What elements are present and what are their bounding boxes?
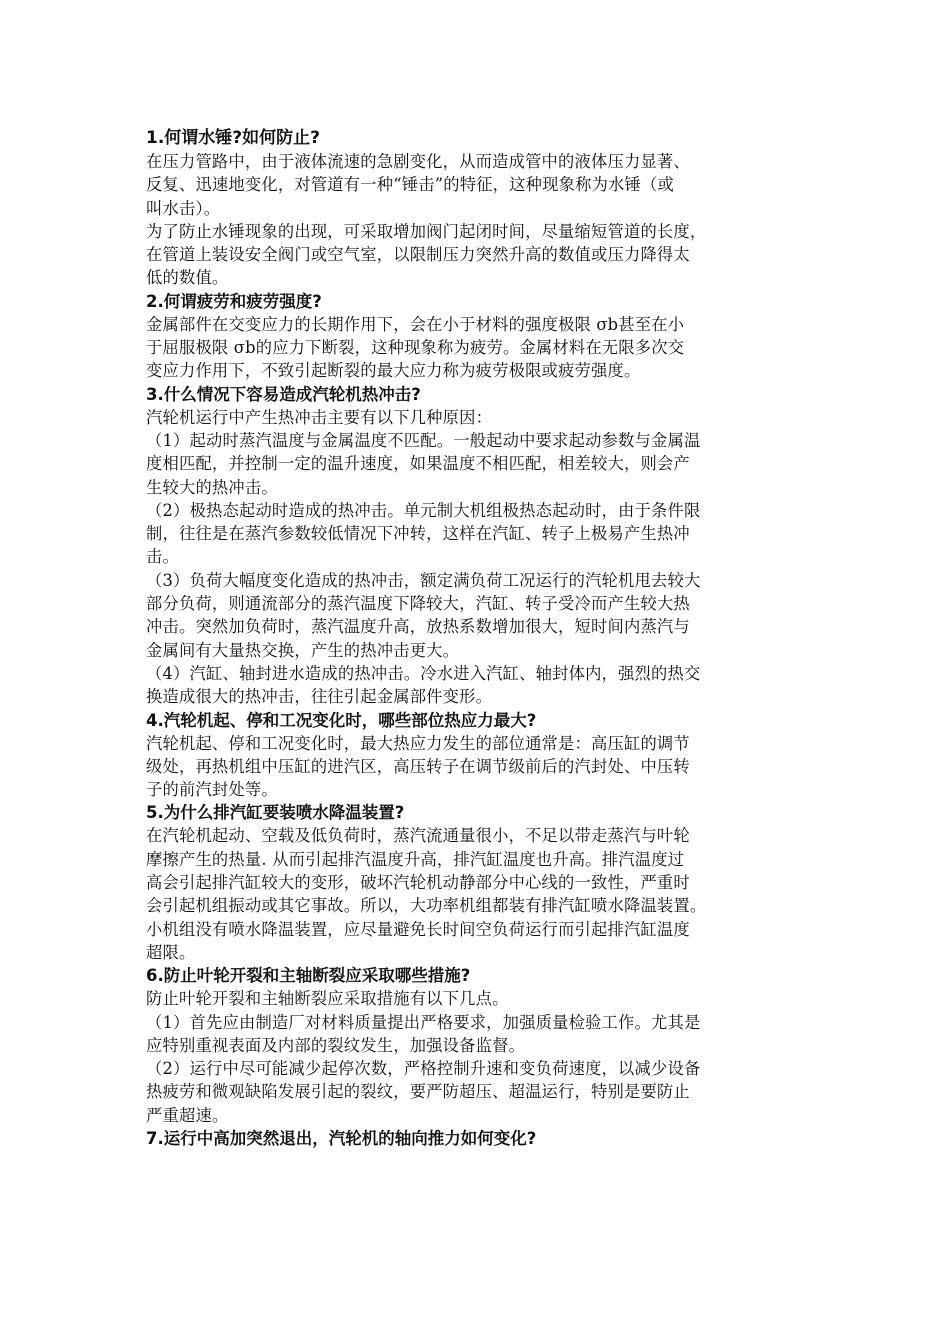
text-line: 超限。 — [146, 942, 196, 962]
text-line: 变应力作用下，不致引起断裂的最大应力称为疲劳极限或疲劳强度。 — [146, 361, 641, 381]
text-line: 换造成很大的热冲击，往往引起金属部件变形。 — [146, 687, 493, 707]
text-line: 子的前汽封处等。 — [146, 780, 278, 800]
text-line: 部分负荷，则通流部分的蒸汽温度下降较大，汽缸、转子受冷而产生较大热 — [146, 594, 690, 614]
section-title: 2.何谓疲劳和疲劳强度? — [146, 291, 322, 311]
text-line: 反复、迅速地变化，对管道有一种“锤击”的特征，这种现象称为水锤（或 — [146, 175, 674, 195]
text-line: 汽轮机起、停和工况变化时，最大热应力发生的部位通常是：高压缸的调节 — [146, 733, 690, 753]
text-line: （1）首先应由制造厂对材料质量提出严格要求，加强质量检验工作。尤其是 — [146, 1012, 701, 1032]
text-line: 高会引起排汽缸较大的变形，破坏汽轮机动静部分中心线的一致性，严重时 — [146, 873, 690, 893]
text-line: （1）起动时蒸汽温度与金属温度不匹配。一般起动中要求起动参数与金属温 — [146, 430, 701, 450]
text-line: 度相匹配，并控制一定的温升速度，如果温度不相匹配，相差较大，则会产 — [146, 454, 690, 474]
text-line: 会引起机组振动或其它事故。所以，大功率机组都装有排汽缸喷水降温装置。 — [146, 896, 707, 916]
section-title: 7.运行中高加突然退出，汽轮机的轴向推力如何变化? — [146, 1128, 537, 1148]
text-line: 金属部件在交变应力的长期作用下，会在小于材料的强度极限 σb甚至在小 — [146, 314, 685, 334]
text-line: 热疲劳和微观缺陷发展引起的裂纹，要严防超压、超温运行，特别是要防止 — [146, 1082, 690, 1102]
text-line: 在管道上装设安全阀门或空气室，以限制压力突然升高的数值或压力降得太 — [146, 245, 690, 265]
text-line: （3）负荷大幅度变化造成的热冲击，额定满负荷工况运行的汽轮机甩去较大 — [146, 570, 701, 590]
text-line: 为了防止水锤现象的出现，可采取增加阀门起闭时间，尽量缩短管道的长度， — [146, 221, 707, 241]
text-line: 应特别重视表面及内部的裂纹发生，加强设备监督。 — [146, 1035, 526, 1055]
paragraph — [146, 569, 806, 662]
text-line: （2）极热态起动时造成的热冲击。单元制大机组极热态起动时，由于条件限 — [146, 500, 701, 520]
section-title: 5.为什么排汽缸要装喷水降温装置? — [146, 803, 405, 823]
paragraph — [146, 406, 806, 429]
text-line: 低的数值。 — [146, 268, 229, 288]
paragraph — [146, 150, 806, 220]
text-line: 制，往往是在蒸汽参数较低情况下冲转，这样在汽缸、转子上极易产生热冲 — [146, 524, 690, 544]
text-line: 击。 — [146, 547, 179, 567]
text-line: 于屈服极限 σb的应力下断裂，这种现象称为疲劳。金属材料在无限多次交 — [146, 338, 685, 358]
paragraph — [146, 1057, 806, 1127]
text-line: 级处，再热机组中压缸的进汽区，高压转子在调节级前后的汽封处、中压转 — [146, 756, 690, 776]
text-line: 严重超速。 — [146, 1105, 229, 1125]
text-line: 在压力管路中，由于液体流速的急剧变化，从而造成管中的液体压力显著、 — [146, 152, 690, 171]
text-line: 防止叶轮开裂和主轴断裂应采取措施有以下几点。 — [146, 989, 509, 1009]
section-title: 4.汽轮机起、停和工况变化时，哪些部位热应力最大? — [146, 710, 537, 730]
text-line: 金属间有大量热交换，产生的热冲击更大。 — [146, 640, 460, 660]
paragraph — [146, 220, 806, 290]
text-line: 生较大的热冲击。 — [146, 477, 278, 497]
paragraph — [146, 499, 806, 569]
section-title: 3.什么情况下容易造成汽轮机热冲击? — [146, 384, 421, 404]
text-line: 冲击。突然加负荷时，蒸汽温度升高，放热系数增加很大，短时间内蒸汽与 — [146, 617, 690, 637]
text-line: 在汽轮机起动、空载及低负荷时，蒸汽流通量很小，不足以带走蒸汽与叶轮 — [146, 826, 690, 846]
paragraph — [146, 429, 806, 499]
paragraph — [146, 313, 806, 383]
text-line: （4）汽缸、轴封进水造成的热冲击。冷水进入汽缸、轴封体内，强烈的热交 — [146, 663, 701, 683]
text-line: （2）运行中尽可能减少起停次数，严格控制升速和变负荷速度，以减少设备 — [146, 1059, 701, 1079]
paragraph — [146, 662, 806, 709]
document-page — [146, 127, 806, 1150]
section-title: 6.防止叶轮开裂和主轴断裂应采取哪些措施? — [146, 966, 471, 986]
paragraph — [146, 987, 806, 1010]
text-line: 摩擦产生的热量. 从而引起排汽温度升高，排汽缸温度也升高。排汽温度过 — [146, 849, 685, 869]
text-line: 汽轮机运行中产生热冲击主要有以下几种原因： — [146, 407, 493, 427]
paragraph — [146, 1011, 806, 1058]
paragraph — [146, 732, 806, 802]
section-title: 1.何谓水锤?如何防止? — [146, 128, 321, 148]
paragraph — [146, 824, 806, 964]
text-line: 小机组没有喷水降温装置，应尽量避免长时间空负荷运行而引起排汽缸温度 — [146, 919, 690, 939]
text-line: 叫水击）。 — [146, 198, 221, 218]
